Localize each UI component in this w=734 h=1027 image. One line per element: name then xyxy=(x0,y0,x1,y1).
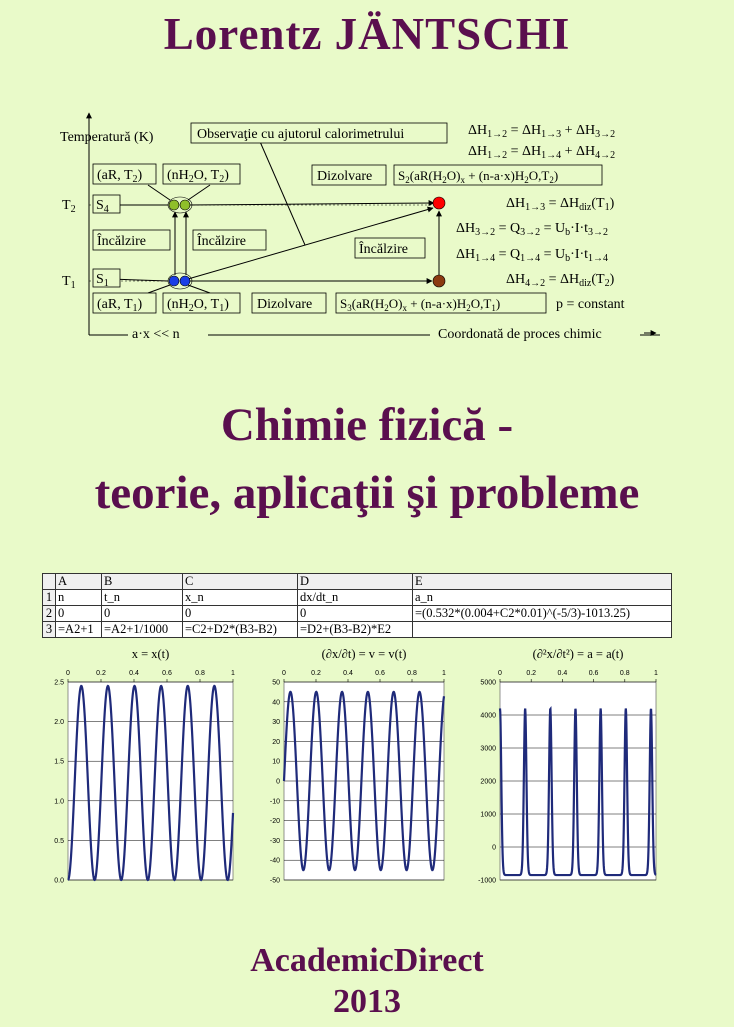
cell-b3: =A2+1/1000 xyxy=(102,622,183,638)
row-header: 3 xyxy=(43,622,56,638)
y-tick-label: 0 xyxy=(276,778,280,786)
dot-green-1 xyxy=(169,200,179,210)
x-tick-label: 0.6 xyxy=(375,670,385,677)
observation-label: Observaţie cu ajutorul calorimetrului xyxy=(197,127,405,142)
y-tick-label: 2.5 xyxy=(54,679,64,687)
thermo-diagram xyxy=(0,95,734,440)
x-tick-label: 0.8 xyxy=(619,670,630,677)
y-tick-label: 5000 xyxy=(480,679,496,687)
dot-blue-1 xyxy=(169,276,179,286)
y-tick-label: 50 xyxy=(272,679,280,687)
cell-b2: 0 xyxy=(102,606,183,622)
col-header-d: D xyxy=(298,574,413,590)
y-tick-label: 1.5 xyxy=(54,758,64,766)
y-tick-label: -10 xyxy=(269,798,280,806)
cell-c1: x_n xyxy=(183,590,298,606)
x-tick-label: 0.4 xyxy=(557,670,568,677)
cell-b1: t_n xyxy=(102,590,183,606)
y-tick-label: 30 xyxy=(272,719,280,727)
cell-c2: 0 xyxy=(183,606,298,622)
box-aR-T1: (aR, $T_1$) xyxy=(97,297,143,314)
dissolution-label-2: Dizolvare xyxy=(257,297,313,312)
s4-label: $S_4$ xyxy=(96,198,109,215)
col-header-c: C xyxy=(183,574,298,590)
dot-red xyxy=(433,197,445,209)
y-tick-label: -1000 xyxy=(478,877,496,885)
dot-green-2 xyxy=(180,200,190,210)
sheet-corner xyxy=(43,574,56,590)
s3-label: $S_3(aR(H_2O)_x + (n-a\cdot x)H_2O,T_1)$ xyxy=(340,296,501,313)
chart-title: (∂x/∂t) = v = v(t) xyxy=(321,647,407,661)
y-tick-label: 2.0 xyxy=(54,719,64,727)
dot-brown xyxy=(433,275,445,287)
y-tick-label: 40 xyxy=(272,699,280,707)
s2-label: $S_2(aR(H_2O)_x + (n-a\cdot x)H_2O,T_2)$ xyxy=(398,168,559,185)
x-tick-label: 1 xyxy=(654,670,658,677)
cell-a1: n xyxy=(56,590,102,606)
t2-label: $T_2$ xyxy=(62,198,76,215)
x-tick-label: 0 xyxy=(498,670,502,677)
x-axis-label: Coordonată de proces chimic xyxy=(438,327,602,342)
cell-a2: 0 xyxy=(56,606,102,622)
x-tick-label: 0.2 xyxy=(526,670,537,677)
x-tick-label: 0 xyxy=(66,670,70,677)
y-tick-label: 1.0 xyxy=(54,798,64,806)
cell-e2: =(0.532*(0.004+C2*0.01)^(-5/3)-1013.25) xyxy=(413,606,672,622)
row-header: 1 xyxy=(43,590,56,606)
chart-title: x = x(t) xyxy=(131,647,170,661)
book-title-line-2: teorie, aplicaţii şi probleme xyxy=(94,467,640,519)
sheet-row-1 xyxy=(43,590,672,606)
cell-d1: dx/dt_n xyxy=(298,590,413,606)
heating-label-1: Încălzire xyxy=(97,234,146,249)
charts-area xyxy=(0,640,734,890)
y-tick-label: 4000 xyxy=(480,712,496,720)
col-header-a: A xyxy=(56,574,102,590)
x-tick-label: 0.8 xyxy=(407,670,417,677)
eq-4: $\Delta H_{3\to 2} = Q_{3\to 2} = U_b\cdot I\cdot t_{3\to 2}$ xyxy=(456,221,609,238)
publication-year: 2013 xyxy=(333,983,401,1020)
s1-label: $S_1$ xyxy=(96,272,109,289)
y-tick-label: 0.0 xyxy=(54,877,64,885)
spreadsheet xyxy=(42,573,672,638)
x-tick-label: 0.4 xyxy=(343,670,353,677)
x-tick-label: 0.6 xyxy=(162,670,172,677)
x-tick-label: 1 xyxy=(442,670,446,677)
y-tick-label: 0.5 xyxy=(54,837,64,845)
x-tick-label: 0.2 xyxy=(96,670,106,677)
row-header: 2 xyxy=(43,606,56,622)
x-tick-label: 0 xyxy=(282,670,286,677)
eq-1: $\Delta H_{1\to 2} = \Delta H_{1\to 3} + \Delta H_{3\to 2}$ xyxy=(468,123,616,140)
chart-title: (∂²x/∂t²) = a = a(t) xyxy=(532,647,624,661)
dot-blue-2 xyxy=(180,276,190,286)
box-nH2O-T1: ($nH_2O$, $T_1$) xyxy=(167,297,229,314)
y-axis-label: Temperatură (K) xyxy=(60,130,154,145)
x-tick-label: 0.2 xyxy=(311,670,321,677)
eq-2: $\Delta H_{1\to 2} = \Delta H_{1\to 4} + \Delta H_{4\to 2}$ xyxy=(468,144,616,161)
eq-6: $\Delta H_{4\to 2} = \Delta H_{diz}(T_2)$ xyxy=(506,272,615,289)
x-left-label-text: a·x << n xyxy=(132,327,180,342)
heating-label-2: Încălzire xyxy=(197,234,246,249)
cell-e3 xyxy=(413,622,672,638)
eq-5: $\Delta H_{1\to 4} = Q_{1\to 4} = U_b\cdot I\cdot t_{1\to 4}$ xyxy=(456,247,609,264)
heating-label-3: Încălzire xyxy=(359,242,408,257)
cell-a3: =A2+1 xyxy=(56,622,102,638)
p-constant: p = constant xyxy=(556,297,625,312)
col-header-b: B xyxy=(102,574,183,590)
y-tick-label: -20 xyxy=(269,818,280,826)
y-tick-label: 2000 xyxy=(480,778,496,786)
sheet-row-3 xyxy=(43,622,672,638)
sheet-row-2 xyxy=(43,606,672,622)
cell-e1: a_n xyxy=(413,590,672,606)
cell-d2: 0 xyxy=(298,606,413,622)
y-tick-label: -30 xyxy=(269,837,280,845)
eq-3: $\Delta H_{1\to 3} = \Delta H_{diz}(T_1)$ xyxy=(506,196,615,213)
col-header-e: E xyxy=(413,574,672,590)
box-aR-T2: (aR, $T_2$) xyxy=(97,168,143,185)
y-tick-label: 20 xyxy=(272,738,280,746)
cell-c3: =C2+D2*(B3-B2) xyxy=(183,622,298,638)
dissolution-label-1: Dizolvare xyxy=(317,169,373,184)
y-tick-label: -50 xyxy=(269,877,280,885)
x-tick-label: 0.6 xyxy=(588,670,599,677)
y-tick-label: 0 xyxy=(492,844,496,852)
box-nH2O-T2: ($nH_2O$, $T_2$) xyxy=(167,168,229,185)
t1-label: $T_1$ xyxy=(62,274,76,291)
sheet-header-row xyxy=(43,574,672,590)
author-name: Lorentz JÄNTSCHI xyxy=(163,9,571,59)
x-tick-label: 1 xyxy=(231,670,235,677)
publisher: AcademicDirect xyxy=(250,942,484,979)
cell-d3: =D2+(B3-B2)*E2 xyxy=(298,622,413,638)
book-title-line-1: Chimie fizică - xyxy=(220,399,514,451)
y-tick-label: 3000 xyxy=(480,745,496,753)
x-tick-label: 0.8 xyxy=(195,670,205,677)
y-tick-label: 10 xyxy=(272,758,280,766)
x-tick-label: 0.4 xyxy=(129,670,139,677)
y-tick-label: -40 xyxy=(269,857,280,865)
y-tick-label: 1000 xyxy=(480,811,496,819)
